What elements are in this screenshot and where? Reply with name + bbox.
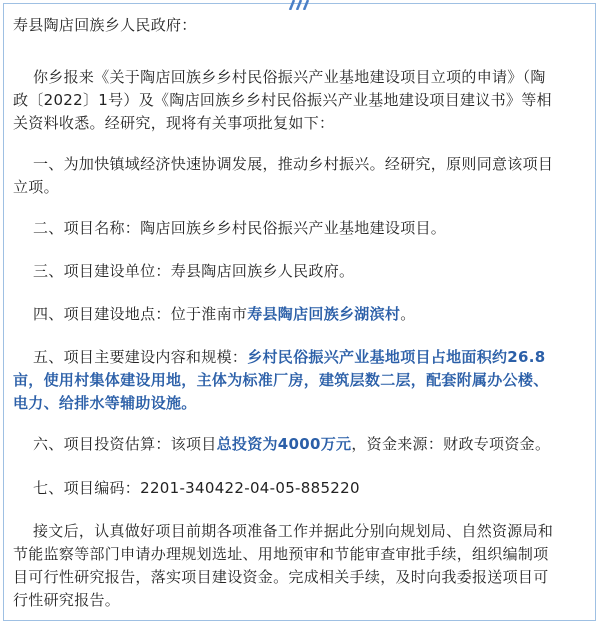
item-4-location-highlight: 寿县陶店回族乡湖滨村 (247, 305, 401, 323)
item-5-highlight-1: 乡村民俗振兴产业基地项目占地面积约26.8 (247, 348, 546, 366)
slash-decoration-icon (288, 0, 312, 10)
item-4-prefix: 四、项目建设地点：位于淮南市 (33, 305, 248, 323)
item-2: 二、项目名称：陶店回族乡乡村民俗振兴产业基地建设项目。 (33, 219, 447, 237)
item-5-highlight-3: 电力、给排水等辅助设施。 (13, 394, 197, 412)
intro-line-1: 你乡报来《关于陶店回族乡乡村民俗振兴产业基地建设项目立项的申请》（陶 (33, 68, 546, 86)
item-3: 三、项目建设单位：寿县陶店回族乡人民政府。 (33, 262, 355, 280)
closing-line-1: 接文后，认真做好项目前期各项准备工作并据此分别向规划局、自然资源局和 (33, 522, 554, 540)
closing-line-2: 节能监察等部门申请办理规划选址、用地预审和节能审查审批手续，组织编制项 (13, 545, 549, 563)
item-6-investment-highlight: 总投资为4000万元 (216, 435, 352, 453)
item-6-prefix: 六、项目投资估算：该项目 (33, 435, 217, 453)
item-5-line-1 (33, 346, 546, 367)
salutation: 寿县陶店回族乡人民政府： (13, 16, 197, 34)
item-5-prefix: 五、项目主要建设内容和规模： (33, 348, 248, 366)
item-6 (33, 433, 550, 454)
item-4-suffix: 。 (400, 305, 416, 323)
item-1-line-2: 立项。 (13, 178, 59, 196)
item-5-highlight-2: 亩，使用村集体建设用地，主体为标准厂房，建筑层数二层，配套附属办公楼、 (13, 371, 549, 389)
closing-line-3: 目可行性研究报告，落实项目建设资金。完成相关手续，及时向我委报送项目可 (13, 568, 549, 586)
intro-line-3: 关资料收悉。经研究，现将有关事项批复如下： (13, 114, 335, 132)
closing-line-4: 行性研究报告。 (13, 591, 121, 609)
item-1-line-1: 一、为加快镇域经济快速协调发展，推动乡村振兴。经研究，原则同意该项目 (33, 155, 554, 173)
item-7: 七、项目编码：2201-340422-04-05-885220 (33, 479, 360, 497)
item-4 (33, 303, 416, 324)
intro-line-2: 政〔2022〕1号）及《陶店回族乡乡村民俗振兴产业基地建设项目建议书》等相 (13, 91, 552, 109)
item-6-suffix: ，资金来源：财政专项资金。 (351, 435, 551, 453)
